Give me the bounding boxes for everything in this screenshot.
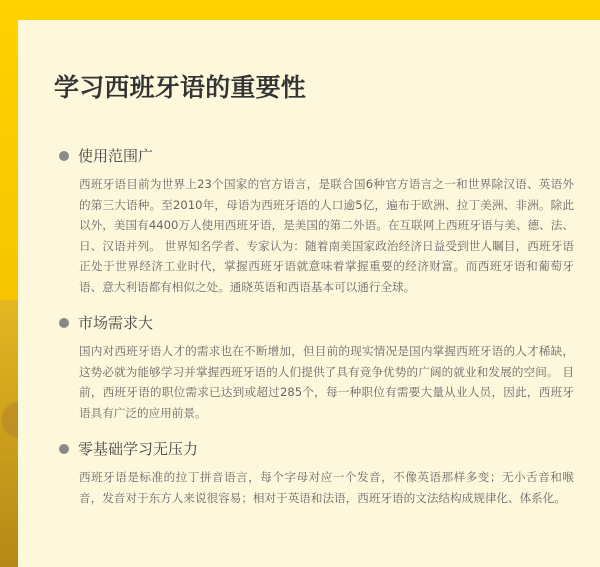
section-title: 零基础学习无压力 — [78, 440, 199, 458]
content-panel — [18, 20, 600, 567]
section-body: 国内对西班牙语人才的需求也在不断增加，但目前的现实情况是国内掌握西班牙语的人才稀缺，这势必就为能够学习并掌握西班牙语的人们提供了具有竞争优势的广阔的就业和发展的空间。 目前，西班牙语的职位需求已达到或超过285个，每一种职位有需要大量从业人员，因此，西班牙语具有广泛的应用前景。 — [79, 344, 574, 420]
bullet-dot-icon — [59, 318, 69, 328]
bullet-dot-icon — [59, 444, 69, 454]
section-header — [54, 311, 574, 335]
section-header — [54, 144, 574, 168]
section-body: 西班牙语目前为世界上23个国家的官方语言，是联合国6种官方语言之一和世界除汉语、英语外的第三大语种。至2010年，母语为西班牙语的人口逾5亿，遍布于欧洲、拉丁美洲、非洲。除此以外，美国有4400万人使用西班牙语，是美国的第二外语。在互联网上西班牙语与美、德、法、日、汉语并列。 世界知名学者、专家认为：随着南美国家政治经济日益受到世人瞩目，西班牙语正处于世界经济工业时代，掌握西班牙语就意味着掌握重要的经济财富。而西班牙语和葡萄牙语、意大利语都有相似之处。通晓英语和西语基本可以通行全球。 — [79, 177, 574, 294]
section-zero-basis — [54, 437, 574, 508]
section-header — [54, 437, 574, 461]
page-title: 学习西班牙语的重要性 — [54, 73, 307, 102]
bullet-dot-icon — [59, 151, 69, 161]
section-market-demand — [54, 311, 574, 423]
section-title: 使用范围广 — [78, 147, 154, 165]
section-usage-range — [54, 144, 574, 297]
section-title: 市场需求大 — [78, 314, 154, 332]
section-body: 西班牙语是标准的拉丁拼音语言，每个字母对应一个发音，不像英语那样多变；无小舌音和喉音，发音对于东方人来说很容易；相对于英语和法语，西班牙语的文法结构成规律化、体系化。 — [79, 470, 574, 505]
